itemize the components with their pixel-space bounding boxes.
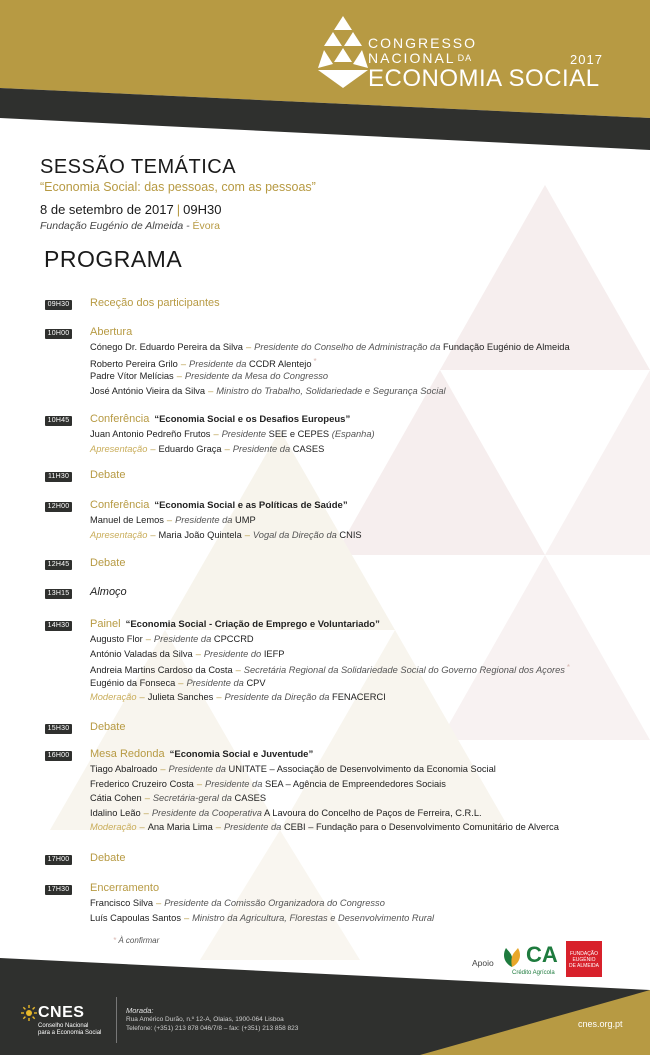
item-title bbox=[90, 297, 220, 309]
logo-nacional: NACIONAL bbox=[368, 50, 456, 66]
participant-org: A Lavoura do Concelho de Paços de Ferreira, C.R.L. bbox=[264, 807, 482, 818]
participant-org: UNITATE – Associação de Desenvolvimento da Economia Social bbox=[228, 764, 496, 774]
cnes-sub-1: Conselho Nacional bbox=[38, 1023, 89, 1029]
participant-role: Presidente da bbox=[168, 764, 226, 774]
participant-line bbox=[90, 428, 375, 440]
item-title bbox=[90, 499, 348, 511]
participant-name: Cónego Dr. Eduardo Pereira da Silva bbox=[90, 342, 243, 352]
participant-line bbox=[90, 633, 254, 645]
line-label: Moderação bbox=[90, 692, 137, 702]
line-label: Apresentação bbox=[90, 529, 148, 540]
item-title-text: Conferência bbox=[90, 499, 150, 511]
line-label: Apresentação bbox=[90, 443, 148, 454]
line-dash: – bbox=[195, 648, 201, 659]
time-badge: 17H00 bbox=[45, 855, 72, 865]
participant-org: IEFP bbox=[263, 648, 285, 659]
line-dash: – bbox=[235, 665, 241, 675]
participant-role: Presidente da bbox=[232, 443, 291, 454]
item-title-text: Receção dos participantes bbox=[90, 297, 220, 309]
participant-org: SEE e CEPES bbox=[268, 429, 330, 439]
logo-line-3: ECONOMIA SOCIAL bbox=[368, 65, 600, 92]
participant-line bbox=[90, 662, 570, 676]
participant-role: Presidente da Direção da bbox=[224, 692, 330, 702]
address-text: Rua Américo Durão, n.º 12-A, Olaias, 1900-064 Lisboa bbox=[126, 1016, 284, 1023]
line-dash: – bbox=[178, 677, 184, 688]
item-title bbox=[90, 469, 125, 481]
participant-org: CPCCRD bbox=[213, 634, 254, 644]
participant-role: Vogal da Direção da bbox=[252, 529, 337, 540]
programa-heading: PROGRAMA bbox=[44, 246, 183, 272]
participant-role: Presidente da bbox=[153, 634, 212, 644]
participant-line bbox=[90, 897, 385, 909]
item-title-text: Conferência bbox=[90, 413, 150, 425]
item-quote: “Economia Social e Juventude” bbox=[169, 749, 314, 760]
participant-name: José António Vieira da Silva bbox=[90, 385, 206, 396]
participant-role: Presidente da Comissão Organizadora do Congresso bbox=[164, 898, 385, 908]
line-dash: – bbox=[150, 443, 156, 454]
time-badge: 13H15 bbox=[45, 589, 72, 599]
time-badge: 15H30 bbox=[45, 724, 72, 734]
session-title: SESSÃO TEMÁTICA bbox=[40, 156, 237, 178]
participant-line bbox=[90, 370, 328, 382]
address-label: Morada: bbox=[126, 1006, 154, 1015]
fea-line-2: EUGÉNIO bbox=[572, 957, 596, 963]
participant-role: Ministro da Agricultura, Florestas e Desenvolvimento Rural bbox=[192, 912, 435, 923]
item-title-text: Mesa Redonda bbox=[90, 748, 165, 760]
confirm-note bbox=[113, 936, 159, 945]
participant-line bbox=[90, 529, 362, 541]
item-title bbox=[90, 721, 125, 733]
participant-org: CCDR Alentejo bbox=[248, 358, 312, 369]
session-date-text: 8 de setembro de 2017 bbox=[40, 202, 174, 217]
address-block bbox=[126, 1006, 298, 1033]
line-dash: – bbox=[166, 515, 173, 525]
cnes-sub-2: para a Economia Social bbox=[38, 1030, 102, 1036]
session-place bbox=[40, 220, 220, 232]
item-title bbox=[90, 326, 132, 338]
line-dash: – bbox=[180, 358, 187, 369]
confirm-asterisk: * bbox=[113, 936, 117, 945]
support-label: Apoio bbox=[472, 958, 494, 968]
time-badge: 11H30 bbox=[45, 472, 72, 482]
item-title-text: Encerramento bbox=[90, 882, 160, 894]
confirm-asterisk: * bbox=[313, 356, 317, 366]
line-dash: – bbox=[183, 912, 190, 923]
participant-name: Ana Maria Lima bbox=[147, 822, 213, 832]
participant-name: Roberto Pereira Grilo bbox=[90, 358, 178, 369]
time-badge: 10H00 bbox=[45, 329, 72, 339]
participant-line bbox=[90, 385, 446, 397]
logo-da: DA bbox=[457, 53, 473, 63]
participant-role: Presidente da bbox=[205, 778, 263, 789]
participant-line bbox=[90, 514, 256, 526]
session-time: 09H30 bbox=[183, 202, 222, 217]
participant-name: Padre Vítor Melícias bbox=[90, 371, 174, 381]
line-label: Moderação bbox=[90, 822, 137, 832]
fundacao-eugenio-logo bbox=[566, 941, 602, 977]
participant-role: Presidente da bbox=[223, 822, 282, 832]
participant-line bbox=[90, 821, 559, 833]
participant-role: Ministro do Trabalho, Solidariedade e Segurança Social bbox=[216, 385, 446, 396]
time-badge: 14H30 bbox=[45, 621, 72, 631]
line-dash: – bbox=[139, 822, 145, 832]
item-title bbox=[90, 618, 380, 630]
line-dash: – bbox=[213, 429, 219, 439]
participant-org: FENACERCI bbox=[332, 692, 386, 702]
session-subtitle: “Economia Social: das pessoas, com as pessoas” bbox=[40, 180, 316, 194]
logo-line-1: CONGRESSO bbox=[368, 35, 478, 51]
item-title-text: Almoço bbox=[90, 586, 127, 598]
participant-org: Fundação Eugénio de Almeida bbox=[442, 342, 570, 352]
participant-line bbox=[90, 778, 446, 790]
line-dash: – bbox=[196, 778, 203, 789]
confirm-asterisk: * bbox=[566, 663, 571, 672]
participant-role: Presidente do Conselho de Administração da bbox=[254, 342, 441, 352]
participant-name: Luís Capoulas Santos bbox=[90, 912, 181, 923]
participant-role: Presidente do bbox=[203, 648, 262, 659]
line-dash: – bbox=[245, 342, 252, 352]
participant-name: Frederico Cruzeiro Costa bbox=[90, 778, 194, 789]
participant-name: Manuel de Lemos bbox=[90, 515, 164, 525]
participant-name: Francisco Silva bbox=[90, 898, 154, 908]
participant-role: Presidente bbox=[221, 429, 267, 439]
item-title-text: Debate bbox=[90, 469, 126, 481]
participant-name: Eduardo Graça bbox=[158, 443, 222, 454]
item-title-text: Painel bbox=[90, 618, 121, 630]
participant-role: Presidente da Mesa do Congresso bbox=[184, 371, 329, 381]
participant-line bbox=[90, 677, 266, 689]
fea-text bbox=[566, 951, 602, 969]
fea-line-3: DE ALMEIDA bbox=[568, 963, 599, 969]
participant-line bbox=[90, 807, 482, 819]
participant-role: Presidente da bbox=[175, 515, 233, 525]
item-title-text: Abertura bbox=[90, 326, 133, 338]
line-dash: – bbox=[144, 793, 150, 803]
date-separator: | bbox=[176, 202, 181, 217]
participant-org: SEA – Agência de Empreendedores Sociais bbox=[265, 778, 446, 789]
ca-text: CA bbox=[526, 942, 558, 967]
participant-name: Augusto Flor bbox=[90, 634, 143, 644]
item-title bbox=[90, 882, 159, 894]
participant-role: Secretária Regional da Solidariedade Social do Governo Regional dos Açores bbox=[243, 665, 565, 675]
item-title-text: Debate bbox=[90, 852, 126, 864]
sun-icon bbox=[20, 1004, 38, 1022]
fea-line-1: FUNDAÇÃO bbox=[569, 951, 599, 957]
cnes-subtitle bbox=[38, 1023, 101, 1037]
participant-line bbox=[90, 648, 285, 660]
participant-role: Secretária-geral da bbox=[152, 793, 232, 803]
participant-role: Presidente da bbox=[189, 358, 247, 369]
participant-org: UMP bbox=[235, 515, 256, 525]
participant-role: Presidente da bbox=[186, 677, 244, 688]
participant-name: Idalino Leão bbox=[90, 807, 141, 818]
line-dash: – bbox=[216, 692, 222, 702]
cnes-wordmark: CNES bbox=[38, 1004, 85, 1021]
participant-name: Andreia Martins Cardoso da Costa bbox=[90, 665, 233, 675]
participant-name: Cátia Cohen bbox=[90, 793, 142, 803]
item-quote: “Economia Social e as Políticas de Saúde” bbox=[154, 500, 348, 511]
participant-name: Eugénio da Fonseca bbox=[90, 677, 176, 688]
item-quote: “Economia Social - Criação de Emprego e Voluntariado” bbox=[125, 619, 380, 630]
item-quote: “Economia Social e os Desafios Europeus” bbox=[154, 414, 351, 425]
participant-role: Presidente da Cooperativa bbox=[151, 807, 262, 818]
line-dash: – bbox=[208, 385, 214, 396]
item-title bbox=[90, 413, 350, 425]
participant-org: CNIS bbox=[339, 529, 362, 540]
item-title bbox=[90, 586, 127, 598]
line-dash: – bbox=[145, 634, 151, 644]
item-title-text: Debate bbox=[90, 721, 126, 733]
participant-line bbox=[90, 443, 324, 455]
session-place-text: Fundação Eugénio de Almeida - bbox=[40, 220, 193, 232]
time-badge: 12H00 bbox=[45, 502, 72, 512]
time-badge: 17H30 bbox=[45, 885, 72, 895]
item-title bbox=[90, 852, 125, 864]
participant-name: Tiago Abalroado bbox=[90, 764, 158, 774]
website-link[interactable]: cnes.org.pt bbox=[578, 1019, 623, 1029]
line-dash: – bbox=[215, 822, 221, 832]
participant-line bbox=[90, 691, 386, 703]
credito-agricola-logo bbox=[500, 943, 558, 979]
participant-org: CASES bbox=[292, 443, 325, 454]
item-title bbox=[90, 748, 313, 760]
participant-name: Maria João Quintela bbox=[158, 529, 242, 540]
footer-divider bbox=[116, 997, 117, 1043]
participant-line bbox=[90, 912, 434, 924]
participant-name: António Valadas da Silva bbox=[90, 648, 193, 659]
line-dash: – bbox=[150, 529, 156, 540]
logo-year: 2017 bbox=[570, 52, 603, 67]
participant-org: CASES bbox=[234, 793, 267, 803]
item-title-text: Debate bbox=[90, 557, 126, 569]
time-badge: 12H45 bbox=[45, 560, 72, 570]
participant-line bbox=[90, 356, 317, 370]
item-title bbox=[90, 557, 125, 569]
leaf-icon bbox=[500, 945, 524, 969]
line-dash: – bbox=[244, 529, 250, 540]
line-dash: – bbox=[139, 692, 145, 702]
session-city: Évora bbox=[192, 220, 220, 232]
time-badge: 09H30 bbox=[45, 300, 72, 310]
participant-line bbox=[90, 792, 266, 804]
phone-text: Telefone: (+351) 213 878 046/7/8 – fax: (+351) 213 858 823 bbox=[126, 1025, 299, 1032]
participant-country: (Espanha) bbox=[331, 429, 375, 439]
participant-org: CPV bbox=[246, 677, 266, 688]
participant-org: CEBI – Fundação para o Desenvolvimento Comunitário de Alverca bbox=[283, 822, 559, 832]
line-dash: – bbox=[224, 443, 230, 454]
ca-subtitle: Crédito Agrícola bbox=[512, 970, 555, 976]
confirm-text: À confirmar bbox=[118, 936, 160, 945]
time-badge: 16H00 bbox=[45, 751, 72, 761]
participant-name: Julieta Sanches bbox=[147, 692, 214, 702]
participant-line bbox=[90, 763, 496, 775]
line-dash: – bbox=[156, 898, 162, 908]
participant-line bbox=[90, 341, 570, 353]
line-dash: – bbox=[143, 807, 149, 818]
time-badge: 10H45 bbox=[45, 416, 72, 426]
line-dash: – bbox=[176, 371, 182, 381]
session-date bbox=[40, 202, 221, 217]
participant-name: Juan Antonio Pedreño Frutos bbox=[90, 429, 211, 439]
line-dash: – bbox=[160, 764, 166, 774]
